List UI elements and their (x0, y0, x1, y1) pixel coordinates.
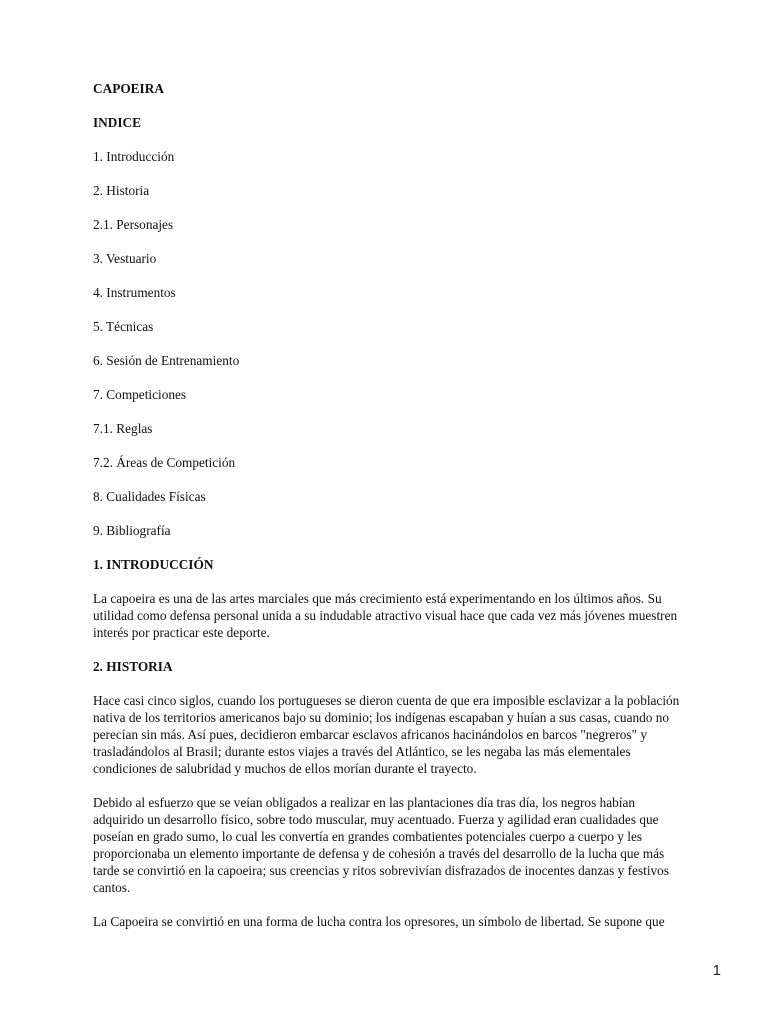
index-item: 5. Técnicas (93, 319, 154, 334)
paragraph-line: interés por practicar este deporte. (93, 625, 270, 640)
index-item: 2.1. Personajes (93, 217, 174, 232)
historia-paragraph-3 (93, 913, 733, 930)
paragraph-line: La Capoeira se convirtió en una forma de lucha contra los opresores, un símbolo de libertad. Se supone que (93, 914, 665, 929)
index-item: 7.2. Áreas de Competición (93, 455, 236, 470)
introduccion-paragraph (93, 590, 733, 641)
index-item: 4. Instrumentos (93, 285, 176, 300)
paragraph-line: tarde se convirtió en la capoeira; sus creencias y ritos sobrevivían disfrazados de inocentes danzas y festivos (93, 863, 669, 878)
paragraph-line: Hace casi cinco siglos, cuando los portugueses se dieron cuenta de que era imposible esclavizar a la población (93, 693, 680, 708)
index-item: 7. Competiciones (93, 387, 187, 402)
paragraph-line: nativa de los territorios americanos bajo su dominio; los indígenas escapaban y huían a sus casas, cuando no (93, 710, 670, 725)
paragraph-line: utilidad como defensa personal unida a su indudable atractivo visual hace que cada vez más jóvenes muestren (93, 608, 678, 623)
index-item: 8. Cualidades Físicas (93, 489, 206, 504)
page-content (93, 80, 733, 930)
paragraph-line: poseían en grado sumo, lo cual les convertía en grandes combatientes potenciales cuerpo a cuerpo y les (93, 829, 643, 844)
paragraph-line: adquirido un desarrollo físico, sobre todo muscular, muy acentuado. Fuerza y agilidad eran cualidades que (93, 812, 659, 827)
paragraph-line: condiciones de salubridad y muchos de ellos morían durante el trayecto. (93, 761, 477, 776)
section-heading-historia: 2. HISTORIA (93, 659, 173, 674)
paragraph-line: cantos. (93, 880, 131, 895)
paragraph-line: La capoeira es una de las artes marciales que más crecimiento está experimentando en los últimos años. Su (93, 591, 662, 606)
paragraph-line: proporcionaba un elemento importante de defensa y de cohesión a través del desarrollo de la lucha que más (93, 846, 665, 861)
historia-paragraph-2 (93, 794, 733, 896)
index-item: 9. Bibliografía (93, 523, 171, 538)
page-number: 1 (712, 962, 721, 979)
index-item: 7.1. Reglas (93, 421, 153, 436)
index-item: 3. Vestuario (93, 251, 157, 266)
paragraph-line: perecían sin más. Así pues, decidieron embarcar esclavos africanos hacinándolos en barcos "negreros" y (93, 727, 647, 742)
index-heading: INDICE (93, 115, 142, 130)
paragraph-line: trasladándolos al Brasil; durante estos viajes a través del Atlántico, se les negaba las más elementales (93, 744, 631, 759)
document-title: CAPOEIRA (93, 81, 164, 96)
section-heading-introduccion: 1. INTRODUCCIÓN (93, 557, 214, 572)
historia-paragraph-1 (93, 692, 733, 777)
paragraph-line: Debido al esfuerzo que se veían obligados a realizar en las plantaciones día tras día, los negros habían (93, 795, 636, 810)
index-item: 1. Introducción (93, 149, 175, 164)
index-item: 2. Historia (93, 183, 150, 198)
index-item: 6. Sesión de Entrenamiento (93, 353, 240, 368)
